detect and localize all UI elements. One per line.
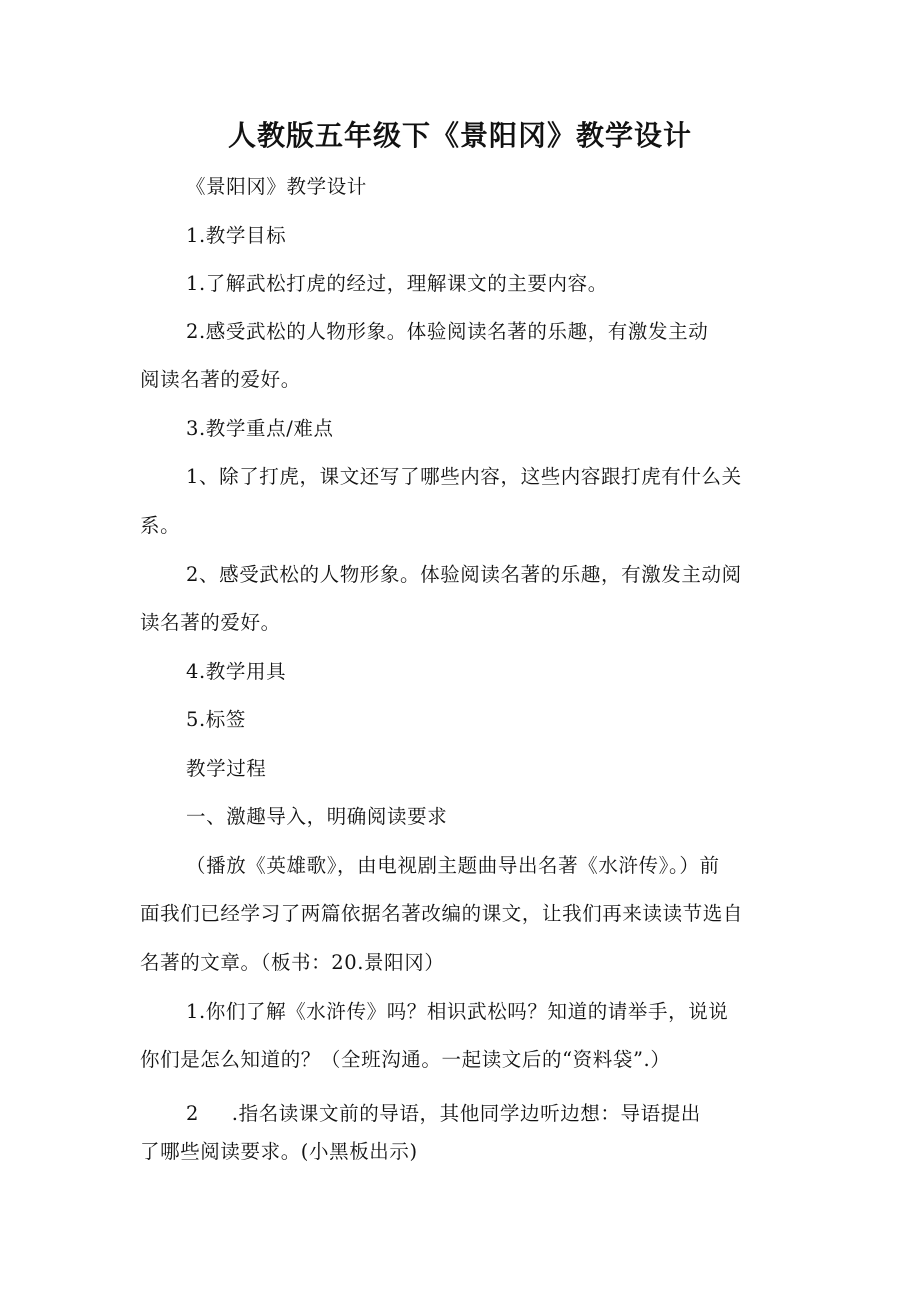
key-point-1-cont: 系。 xyxy=(140,514,181,537)
part-one-heading: 一、激趣导入，明确阅读要求 xyxy=(186,805,448,828)
intro-paragraph: （播放《英雄歌》，由电视剧主题曲导出名著《水浒传》。）前 xyxy=(186,854,720,877)
intro-paragraph-cont-2: 名著的文章。（板书：20.景阳冈） xyxy=(140,951,445,974)
goal-item-1: 1.了解武松打虎的经过，理解课文的主要内容。 xyxy=(186,272,608,295)
goal-item-2-cont: 阅读名著的爱好。 xyxy=(140,368,301,391)
teaching-process-heading: 教学过程 xyxy=(186,757,267,780)
question-item-2-cont: 了哪些阅读要求。(小黑板出示) xyxy=(140,1140,418,1163)
question-item-1-cont: 你们是怎么知道的？（全班沟通。一起读文后的“资料袋”.） xyxy=(140,1048,671,1071)
key-point-1: 1、除了打虎，课文还写了哪些内容，这些内容跟打虎有什么关 xyxy=(186,465,742,488)
section-labels: 5.标签 xyxy=(186,708,247,731)
question-item-1: 1.你们了解《水浒传》吗？相识武松吗？知道的请举手，说说 xyxy=(186,1000,729,1023)
section-key-points: 3.教学重点/难点 xyxy=(186,417,334,440)
question-item-2: 2 .指名读课文前的导语，其他同学边听边想：导语提出 xyxy=(186,1102,701,1125)
section-teaching-tools: 4.教学用具 xyxy=(186,660,287,683)
key-point-2: 2、感受武松的人物形象。体验阅读名著的乐趣，有激发主动阅 xyxy=(186,563,742,586)
subtitle-line: 《景阳冈》教学设计 xyxy=(186,175,367,198)
intro-paragraph-cont-1: 面我们已经学习了两篇依据名著改编的课文，让我们再来读读节选自 xyxy=(140,902,744,925)
key-point-2-cont: 读名著的爱好。 xyxy=(140,611,281,634)
goal-item-2: 2.感受武松的人物形象。体验阅读名著的乐趣，有激发主动 xyxy=(186,320,709,343)
section-teaching-goals: 1.教学目标 xyxy=(186,224,287,247)
document-title: 人教版五年级下《景阳冈》教学设计 xyxy=(227,119,692,152)
